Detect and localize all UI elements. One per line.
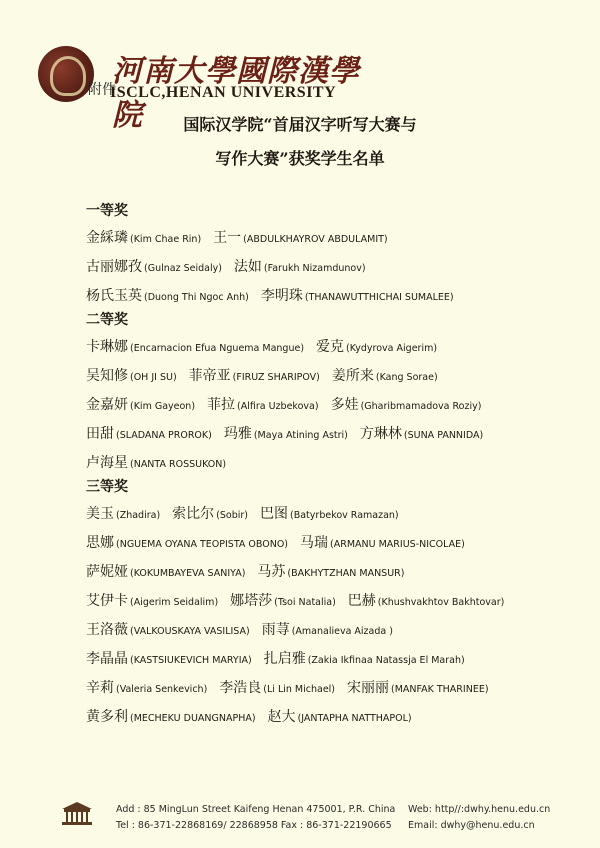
- winner-row: [86, 672, 566, 701]
- winner-entry: [86, 527, 288, 559]
- winner-entry: [260, 498, 399, 530]
- winner-entry: [86, 251, 222, 283]
- winner-original-name: (Kim Gayeon): [130, 401, 196, 412]
- winner-entry: [86, 498, 160, 530]
- footer-email[interactable]: Email: dwhy@henu.edu.cn: [408, 820, 535, 831]
- university-name-english: ISCLC,HENAN UNIVERSITY: [110, 84, 337, 101]
- winner-original-name: (FIRUZ SHARIPOV): [232, 372, 320, 383]
- winner-chinese-name: 爱克: [316, 339, 345, 355]
- winner-original-name: (Sobir): [216, 510, 249, 521]
- winner-row: [86, 585, 566, 614]
- award-tier-title: 二等奖: [86, 312, 128, 328]
- winner-entry: [257, 556, 404, 588]
- attachment-label: 附件: [88, 82, 116, 98]
- winner-chinese-name: 金綵璘: [86, 230, 128, 246]
- winner-entry: [262, 614, 393, 646]
- winner-chinese-name: 李浩良: [219, 680, 262, 696]
- winner-chinese-name: 卢海星: [86, 455, 128, 471]
- footer-phone-fax: Tel : 86-371-22868169/ 22868958 Fax : 86-371-22190665: [116, 820, 392, 831]
- winner-chinese-name: 多娃: [330, 397, 359, 413]
- winner-original-name: (Maya Atining Astri): [253, 430, 348, 441]
- winner-chinese-name: 黄多利: [86, 709, 128, 725]
- winner-row: [86, 251, 566, 280]
- winner-chinese-name: 李明珠: [260, 288, 303, 304]
- winner-chinese-name: 宋丽丽: [347, 680, 390, 696]
- winner-entry: [316, 331, 437, 363]
- winner-row: [86, 701, 566, 730]
- document-title-line-2: 写作大赛”获奖学生名单: [215, 149, 385, 168]
- winner-row: [86, 418, 566, 447]
- winner-row: [86, 360, 566, 389]
- winner-entry: [264, 643, 465, 675]
- winner-entry: [213, 222, 387, 254]
- winner-chinese-name: 菲拉: [207, 397, 236, 413]
- winner-entry: [347, 672, 489, 704]
- winner-original-name: (ARMANU MARIUS-NICOLAE): [330, 539, 465, 550]
- footer-address: Add : 85 MingLun Street Kaifeng Henan 475001, P.R. China: [116, 804, 396, 815]
- winner-chinese-name: 马苏: [257, 564, 286, 580]
- winner-entry: [86, 389, 195, 421]
- winner-original-name: (Khushvakhtov Bakhtovar): [377, 597, 505, 608]
- winner-original-name: (NGUEMA OYANA TEOPISTA OBONO): [116, 539, 289, 550]
- winner-entry: [331, 389, 482, 421]
- footer-website[interactable]: Web: http//:dwhy.henu.edu.cn: [408, 804, 551, 815]
- winner-chinese-name: 玛雅: [223, 426, 252, 442]
- winner-original-name: (Amanalieva Aizada ): [291, 626, 393, 637]
- winner-entry: [86, 447, 226, 479]
- winner-entry: [189, 360, 320, 392]
- winner-chinese-name: 杨氏玉英: [86, 288, 142, 304]
- winner-chinese-name: 李晶晶: [86, 651, 128, 667]
- winner-chinese-name: 娜塔莎: [230, 593, 273, 609]
- winner-row: [86, 331, 566, 360]
- winner-entry: [230, 585, 336, 617]
- award-tier-title: 三等奖: [86, 479, 128, 495]
- winner-entry: [86, 643, 252, 675]
- winner-chinese-name: 菲帝亚: [188, 368, 231, 384]
- winner-original-name: (Alfira Uzbekova): [237, 401, 319, 412]
- winner-chinese-name: 王一: [213, 230, 242, 246]
- winner-original-name: (Li Lin Michael): [263, 684, 336, 695]
- winner-entry: [86, 331, 304, 363]
- winner-chinese-name: 姜所来: [331, 368, 374, 384]
- university-name-chinese: 河南大學國際漢學院: [112, 54, 360, 133]
- winner-chinese-name: 萨妮娅: [86, 564, 128, 580]
- winner-entry: [86, 222, 201, 254]
- winner-original-name: (NANTA ROSSUKON): [130, 459, 227, 470]
- winner-row: [86, 643, 566, 672]
- winner-chinese-name: 金嘉妍: [86, 397, 128, 413]
- winner-row: [86, 498, 566, 527]
- winner-row: [86, 527, 566, 556]
- winner-original-name: (Tsoi Natalia): [274, 597, 336, 608]
- winner-chinese-name: 索比尔: [172, 506, 215, 522]
- winner-row: [86, 222, 566, 251]
- winner-entry: [86, 280, 249, 312]
- winner-original-name: (Encarnacion Efua Nguema Mangue): [130, 343, 305, 354]
- winner-chinese-name: 雨荨: [261, 622, 290, 638]
- winner-chinese-name: 辛莉: [86, 680, 114, 696]
- winner-original-name: (Batyrbekov Ramazan): [290, 510, 399, 521]
- winner-chinese-name: 巴赫: [347, 593, 376, 609]
- winner-original-name: (KOKUMBAYEVA SANIYA): [130, 568, 246, 579]
- winner-chinese-name: 巴图: [260, 506, 289, 522]
- winner-chinese-name: 方琳林: [359, 426, 402, 442]
- award-list: [86, 200, 566, 730]
- winner-chinese-name: 赵大: [267, 709, 296, 725]
- winner-entry: [86, 672, 207, 704]
- university-seal-icon: [38, 46, 94, 102]
- winner-chinese-name: 美玉: [86, 506, 114, 522]
- winner-chinese-name: 吴知修: [86, 368, 128, 384]
- winner-chinese-name: 田甜: [86, 426, 114, 442]
- winner-original-name: (Kydyrova Aigerim): [346, 343, 438, 354]
- winner-entry: [261, 280, 454, 312]
- winner-original-name: (Valeria Senkevich): [116, 684, 208, 695]
- winner-entry: [234, 251, 366, 283]
- winner-original-name: (Kang Sorae): [375, 372, 438, 383]
- winner-original-name: (MECHEKU DUANGNAPHA): [130, 713, 256, 724]
- winner-chinese-name: 王洛薇: [86, 622, 128, 638]
- winner-original-name: (Kim Chae Rin): [130, 234, 202, 245]
- winner-entry: [172, 498, 248, 530]
- winner-original-name: (THANAWUTTHICHAI SUMALEE): [304, 292, 454, 303]
- winner-original-name: (ABDULKHAYROV ABDULAMIT): [243, 234, 388, 245]
- winner-chinese-name: 卡琳娜: [86, 339, 128, 355]
- winner-entry: [86, 614, 250, 646]
- winner-entry: [332, 360, 438, 392]
- winner-row: [86, 389, 566, 418]
- winner-row: [86, 556, 566, 585]
- winner-original-name: (Gharibmamadova Roziy): [360, 401, 482, 412]
- winner-entry: [268, 701, 412, 733]
- award-tier-title: 一等奖: [86, 203, 128, 219]
- winner-original-name: (Zakia Ikfinaa Natassja El Marah): [307, 655, 465, 666]
- winner-original-name: (KASTSIUKEVICH MARYIA): [130, 655, 252, 666]
- winner-original-name: (OH JI SU): [130, 372, 177, 383]
- winner-entry: [207, 389, 319, 421]
- winner-chinese-name: 思娜: [86, 535, 114, 551]
- winner-original-name: (MANFAK THARINEE): [391, 684, 489, 695]
- winner-chinese-name: 艾伊卡: [86, 593, 128, 609]
- winner-original-name: (SUNA PANNIDA): [403, 430, 484, 441]
- winner-chinese-name: 法如: [233, 259, 262, 275]
- winner-original-name: (Zhadira): [116, 510, 161, 521]
- winner-original-name: (SLADANA PROROK): [116, 430, 212, 441]
- winner-original-name: (Duong Thi Ngoc Anh): [144, 292, 249, 303]
- winner-original-name: (BAKHYTZHAN MANSUR): [287, 568, 405, 579]
- winner-entry: [224, 418, 348, 450]
- building-icon: [60, 800, 94, 826]
- winner-chinese-name: 古丽娜孜: [86, 259, 142, 275]
- winner-entry: [86, 701, 256, 733]
- winner-original-name: (JANTAPHA NATTHAPOL): [297, 713, 412, 724]
- winner-original-name: (Aigerim Seidalim): [130, 597, 219, 608]
- winner-chinese-name: 扎启雅: [263, 651, 306, 667]
- winner-row: [86, 447, 566, 476]
- winner-entry: [86, 360, 177, 392]
- winner-entry: [300, 527, 465, 559]
- winner-entry: [219, 672, 335, 704]
- winner-entry: [86, 585, 218, 617]
- winner-entry: [86, 418, 212, 450]
- winner-chinese-name: 马瑞: [300, 535, 329, 551]
- winner-entry: [348, 585, 505, 617]
- document-title-line-1: 国际汉学院“首届汉字听写大赛与: [183, 115, 417, 134]
- winner-row: [86, 614, 566, 643]
- winner-row: [86, 280, 566, 309]
- winner-original-name: (Farukh Nizamdunov): [263, 263, 366, 274]
- letterhead-footer: [0, 796, 600, 836]
- winner-entry: [86, 556, 245, 588]
- winner-entry: [360, 418, 483, 450]
- winner-original-name: (Gulnaz Seidaly): [144, 263, 222, 274]
- winner-original-name: (VALKOUSKAYA VASILISA): [130, 626, 250, 637]
